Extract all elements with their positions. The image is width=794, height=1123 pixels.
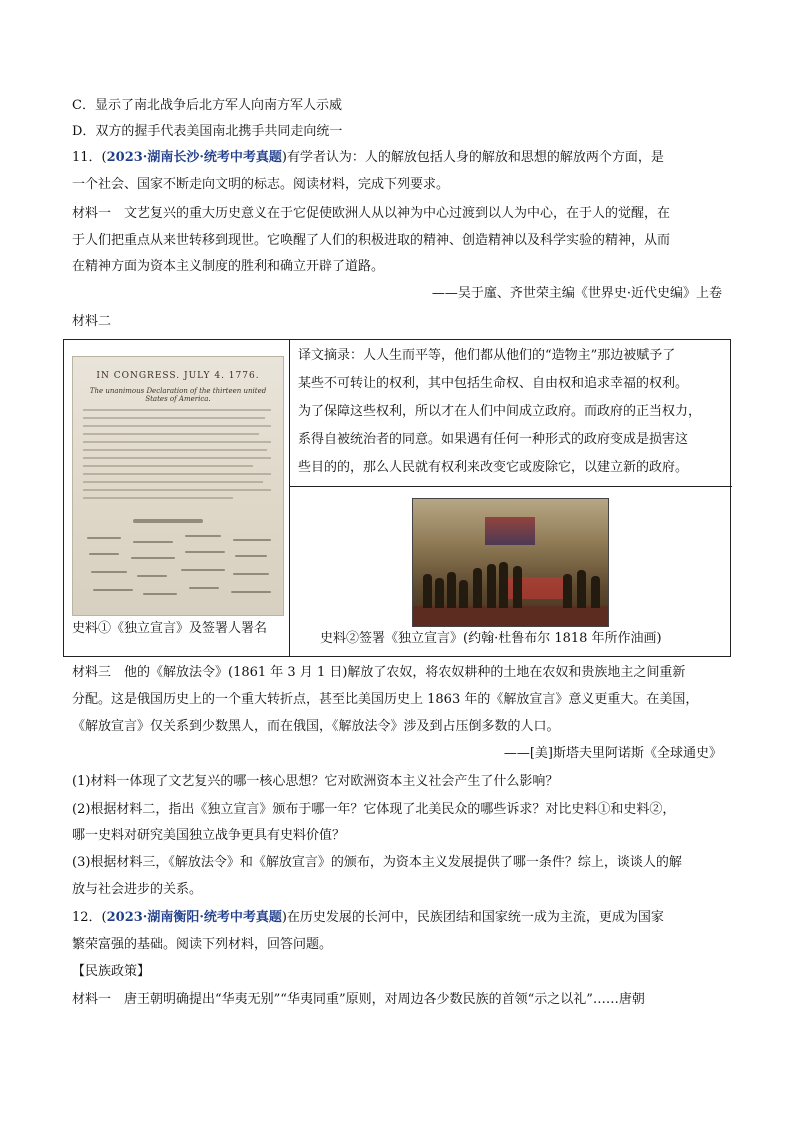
declaration-subtitle-text: The unanimous Declaration of the thirteen united States of America. (89, 387, 267, 403)
translation-line4: 系得自被统治者的同意。如果遇有任何一种形式的政府变成是损害这 (298, 432, 689, 447)
table-divider-vertical (289, 340, 290, 656)
translation-line1: 译文摘录：人人生而平等，他们都从他们的“造物主”那边被赋予了 (298, 348, 676, 363)
q12-intro-line1 (72, 908, 664, 928)
q11-material1-line1: 材料一 文艺复兴的重大历史意义在于它促使欧洲人从以神为中心过渡到以人为中心，在于人的觉醒，在 (72, 206, 671, 221)
option-d: D．双方的握手代表美国南北携手共同走向统一 (72, 124, 343, 139)
q11-intro-text: )有学者认为：人的解放包括人身的解放和思想的解放两个方面，是 (281, 150, 664, 165)
q12-number: 12．( (72, 910, 107, 925)
translation-line5: 些目的的，那么人民就有权利来改变它或废除它，以建立新的政府。 (298, 460, 689, 475)
table-divider-horizontal (289, 486, 732, 487)
declaration-document-image (72, 356, 284, 616)
q11-material1-line3: 在精神方面为资本主义制度的胜利和确立开辟了道路。 (72, 259, 385, 274)
q12-intro-line2: 繁荣富强的基础。阅读下列材料，回答问题。 (72, 937, 333, 952)
q12-section-heading: 【民族政策】 (72, 964, 151, 979)
q12-intro-text: )在历史发展的长河中，民族团结和国家统一成为主流，更成为国家 (281, 910, 664, 925)
option-c: C．显示了南北战争后北方军人向南方军人示威 (72, 98, 342, 113)
q12-material1-line1: 材料一 唐王朝明确提出“华夷无别”“华夷同重”原则，对周边各少数民族的首领“示之以礼”……唐朝 (72, 992, 645, 1007)
q11-question3-line2: 放与社会进步的关系。 (72, 882, 203, 897)
q11-question3-line1: (3)根据材料三，《解放法令》和《解放宣言》的颁布，为资本主义发展提供了哪一条件？综上，谈谈人的解 (72, 855, 682, 870)
q11-question2-line1: (2)根据材料二，指出《独立宣言》颁布于哪一年？它体现了北美民众的哪些诉求？对比史料①和史料②， (72, 802, 676, 817)
q11-intro-line2: 一个社会、国家不断走向文明的标志。阅读材料，完成下列要求。 (72, 177, 450, 192)
caption-source2: 史料②签署《独立宣言》(约翰·杜鲁布尔 1818 年所作油画) (320, 631, 662, 646)
q11-material3-line1: 材料三 他的《解放法令》(1861 年 3 月 1 日)解放了农奴，将农奴耕种的土地在农奴和贵族地主之间重新 (72, 665, 686, 680)
q11-material3-citation: ——[美]斯塔夫里阿诺斯《全球通史》 (503, 746, 722, 761)
q11-material3-line3: 《解放宣言》仅关系到少数黑人，而在俄国，《解放法令》涉及到占压倒多数的人口。 (72, 719, 560, 734)
q11-material3-line2: 分配。这是俄国历史上的一个重大转折点，甚至比美国历史上 1863 年的《解放宣言》意义更重大。在美国， (72, 692, 699, 707)
q11-source: 2023·湖南长沙·统考中考真题 (106, 150, 282, 165)
q11-question2-line2: 哪一史料对研究美国独立战争更具有史料价值？ (72, 828, 346, 843)
translation-line3: 为了保障这些权利，所以才在人们中间成立政府。而政府的正当权力， (298, 404, 702, 419)
q11-material2-label: 材料二 (72, 314, 112, 329)
q11-intro-line1 (72, 148, 664, 168)
caption-source1: 史料①《独立宣言》及签署人署名 (72, 621, 268, 636)
declaration-signing-painting (412, 498, 609, 627)
translation-line2: 某些不可转让的权利，其中包括生命权、自由权和追求幸福的权利。 (298, 376, 689, 391)
q12-source: 2023·湖南衡阳·统考中考真题 (106, 910, 282, 925)
q11-material1-line2: 于人们把重点从来世转移到现世。它唤醒了人们的积极进取的精神、创造精神以及科学实验的精神，从而 (72, 233, 671, 248)
q11-material1-citation: ——吴于廑、齐世荣主编《世界史·近代史编》上卷 (431, 286, 722, 301)
declaration-header-text: IN CONGRESS. JULY 4. 1776. (96, 371, 260, 381)
material2-table (63, 339, 731, 657)
q11-question1: (1)材料一体现了文艺复兴的哪一核心思想？它对欧洲资本主义社会产生了什么影响？ (72, 774, 559, 789)
q11-number: 11．( (72, 150, 107, 165)
